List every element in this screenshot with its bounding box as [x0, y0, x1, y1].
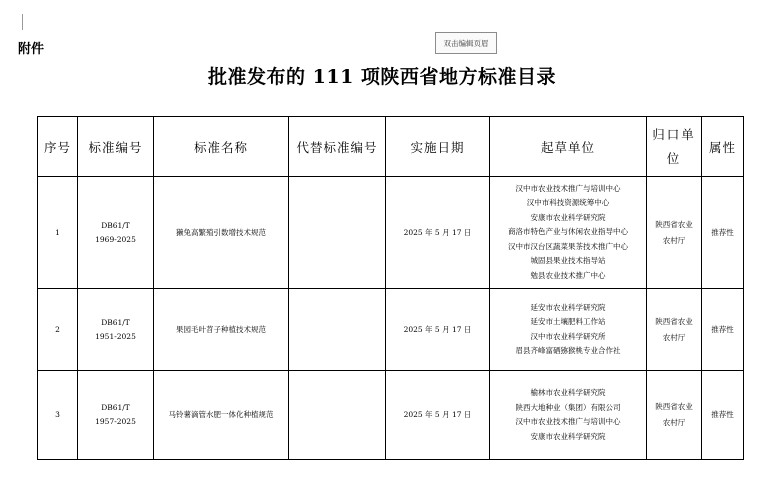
standard-number-code: 1957-2025: [95, 417, 136, 426]
responsible-unit-line1: 陕西省农业: [655, 316, 693, 326]
standard-number-code: 1951-2025: [95, 331, 136, 341]
header-standard-number: 标准编号: [78, 117, 154, 177]
table-row: [38, 371, 744, 460]
cell-standard-number: [78, 371, 154, 460]
responsible-unit-line1: 陕西省农业: [655, 219, 693, 229]
cell-seq: 2: [38, 289, 78, 371]
cell-implementation-date: 2025 年 5 月 17 日: [386, 371, 490, 460]
drafting-unit: 勉县农业技术推广中心: [530, 270, 606, 280]
drafting-unit: 汉中市汉台区蔬菜果茶技术推广中心: [508, 241, 628, 251]
drafting-unit: 榆林市农业科学研究院: [530, 388, 606, 397]
cell-replaced-standard-number: [289, 371, 386, 460]
header-responsible-unit-line1: 归口单: [652, 126, 696, 142]
cell-responsible-unit: [647, 371, 702, 460]
cell-seq: 3: [38, 371, 78, 460]
header-implementation-date: 实施日期: [386, 117, 490, 177]
cell-replaced-standard-number: [289, 289, 386, 371]
table-row: [38, 177, 744, 289]
responsible-unit-line2: 农村厅: [662, 332, 686, 342]
cell-seq: 1: [38, 177, 78, 289]
document-title: 批准发布的 111 项陕西省地方标准目录: [208, 66, 556, 88]
header-attribute: 属性: [702, 117, 744, 177]
edit-header-button[interactable]: 双击编辑页眉: [435, 32, 497, 54]
drafting-unit: 延安市土壤肥料工作站: [530, 317, 606, 326]
cell-drafting-units: [490, 289, 647, 371]
cell-responsible-unit: [647, 177, 702, 289]
drafting-unit: 陕西大地种业（集团）有限公司: [515, 402, 621, 412]
cell-standard-name: 马铃薯滴管水肥一体化种植规范: [154, 371, 289, 460]
cell-responsible-unit: [647, 289, 702, 371]
standard-number-prefix: DB61/T: [101, 403, 130, 412]
drafting-unit: 安康市农业科学研究院: [530, 212, 606, 222]
cell-standard-name: 獭兔高繁殖引数增技术规范: [154, 177, 289, 289]
header-responsible-unit-line2: 位: [666, 150, 682, 166]
cell-drafting-units: [490, 371, 647, 460]
header-responsible-unit: [647, 117, 702, 177]
cell-standard-number: [78, 289, 154, 371]
drafting-unit: 汉中市科技资源统筹中心: [526, 198, 610, 208]
standard-number-prefix: DB61/T: [101, 317, 130, 327]
standard-number-code: 1969-2025: [95, 234, 136, 244]
cell-drafting-units: [490, 177, 647, 289]
drafting-unit: 汉中市农业科学研究所: [530, 331, 606, 341]
table-row: [38, 289, 744, 371]
margin-corner-mark: [22, 14, 23, 30]
attachment-label: 附件: [18, 42, 45, 57]
cell-replaced-standard-number: [289, 177, 386, 289]
cell-attribute: 推荐性: [702, 371, 744, 460]
drafting-unit: 眉县齐峰富硒猕猴桃专业合作社: [515, 346, 621, 355]
drafting-unit: 商洛市特色产业与休闲农业指导中心: [508, 227, 628, 237]
header-standard-name: 标准名称: [154, 117, 289, 177]
cell-implementation-date: 2025 年 5 月 17 日: [386, 177, 490, 289]
header-replaced-standard-number: 代替标准编号: [289, 117, 386, 177]
cell-standard-number: [78, 177, 154, 289]
header-drafting-units: 起草单位: [490, 117, 647, 177]
drafting-unit: 城固县果业技术指导站: [530, 256, 606, 266]
standards-table: [37, 116, 744, 460]
responsible-unit-line1: 陕西省农业: [655, 402, 693, 411]
standard-number-prefix: DB61/T: [101, 220, 130, 230]
drafting-unit: 汉中市农业技术推广与培训中心: [515, 417, 621, 426]
responsible-unit-line2: 农村厅: [662, 418, 686, 427]
cell-standard-name: 果园毛叶苕子种植技术规范: [154, 289, 289, 371]
cell-implementation-date: 2025 年 5 月 17 日: [386, 289, 490, 371]
cell-attribute: 推荐性: [702, 289, 744, 371]
table-header-row: [38, 117, 744, 177]
drafting-unit: 延安市农业科学研究院: [530, 302, 606, 312]
drafting-unit: 安康市农业科学研究院: [530, 431, 606, 441]
drafting-unit: 汉中市农业技术推广与培训中心: [515, 183, 621, 193]
cell-attribute: 推荐性: [702, 177, 744, 289]
header-seq: 序号: [38, 117, 78, 177]
responsible-unit-line2: 农村厅: [662, 235, 686, 245]
